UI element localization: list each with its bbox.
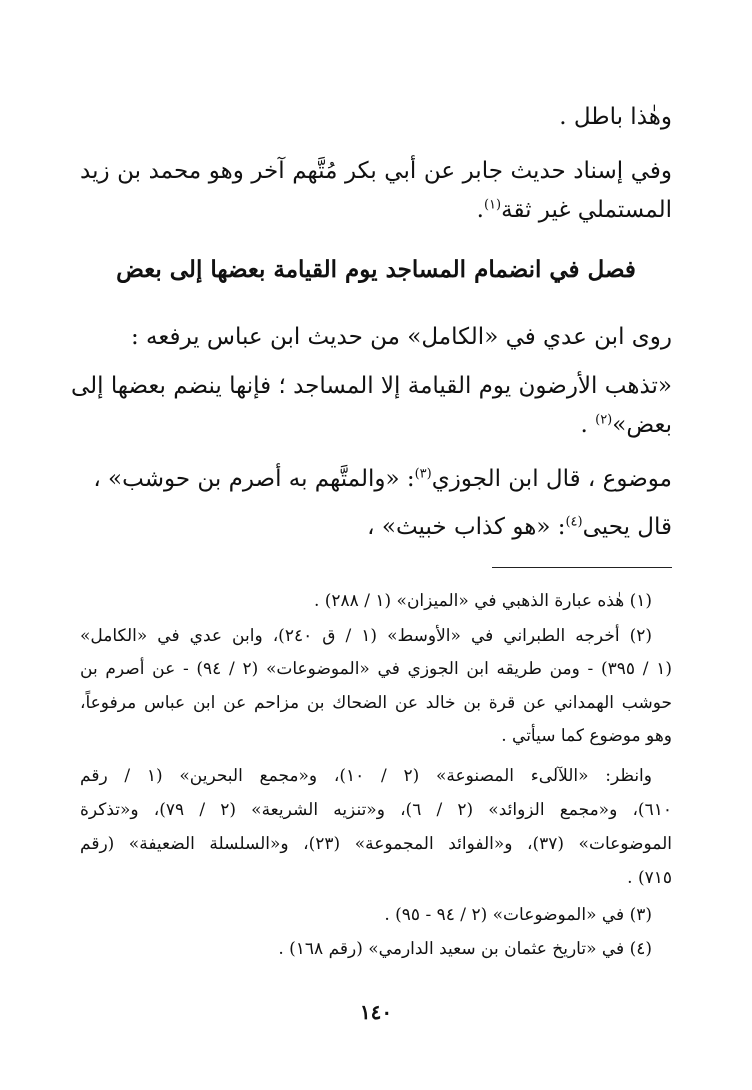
text-line-5-content: «تذهب الأرضون يوم القيامة إلا المساجد ؛ فإنها ينضم بعضها إلى [71,373,672,399]
page-number: ١٤٠ [359,1000,393,1024]
footnote-line: ٦١٠)، و«مجمع الزوائد» (٢ / ٦)، و«تنزيه الشريعة» (٢ / ٧٩)، و«تذكرة [80,800,672,820]
text-line-8-part-b: : «هو كذاب خبيث» ، [367,514,566,540]
text-line-3-end: . [476,197,484,223]
footnote-separator [492,567,672,568]
text-line-8 [80,510,672,544]
text-line-3-content: المستملي غير ثقة [501,197,672,223]
text-line-7 [80,462,672,496]
text-line-7-part-b: : «والمتَّهم به أصرم بن حوشب» ، [93,466,415,492]
footnote-line: وانظر: «اللآلىء المصنوعة» (٢ / ١٠)، و«مجمع البحرين» (١ / رقم [80,766,652,786]
text-line-2-content: وفي إسناد حديث جابر عن أبي بكر مُتَّهم آخر وهو محمد بن زيد [80,158,672,184]
footnote-ref-4: (٤) [565,514,583,530]
text-line-1-content: وهٰذا باطل . [559,104,672,130]
text-line-4-content: روى ابن عدي في «الكامل» من حديث ابن عباس يرفعه : [131,324,672,350]
footnote-line: (٢) أخرجه الطبراني في «الأوسط» (١ / ق ٢٤٠)، وابن عدي في «الكامل» [80,626,653,646]
text-line-6 [80,408,672,442]
text-line-2 [80,154,672,188]
footnote-ref-2: (٢) [595,412,613,428]
footnote-line: (٣) في «الموضوعات» (٢ / ٩٤ - ٩٥) . [384,905,652,925]
text-line-7-part-a: موضوع ، قال ابن الجوزي [431,466,672,492]
text-line-6-content: بعض» [612,412,672,438]
section-heading-text: فصل في انضمام المساجد يوم القيامة بعضها إلى بعض [116,256,636,283]
text-line-1 [80,100,672,134]
footnote-ref-3: (٣) [414,466,432,482]
footnote-line: (١) هٰذه عبارة الذهبي في «الميزان» (١ / ٢٨٨) . [313,591,652,611]
text-line-6-end: . [580,412,596,438]
footnote-line: ٧١٥) . [627,868,672,888]
footnote-line: (١ / ٣٩٥) - ومن طريقه ابن الجوزي في «الموضوعات» (٢ / ٩٤) - عن أصرم بن [80,659,672,679]
text-line-8-part-a: قال يحيى [582,514,672,540]
text-line-3 [80,193,672,227]
footnote-line: الموضوعات» (٣٧)، و«الفوائد المجموعة» (٢٣)، و«السلسلة الضعيفة» (رقم [80,834,673,854]
text-line-4 [80,320,672,354]
text-line-5 [71,369,672,403]
footnote-line: (٤) في «تاريخ عثمان بن سعيد الدارمي» (رقم ١٦٨) . [278,939,652,959]
footnote-line: حوشب الهمداني عن قرة بن خالد عن الضحاك بن مزاحم عن ابن عباس مرفوعاً، [80,693,672,713]
footnote-ref-1: (١) [483,197,502,213]
section-heading [80,253,672,287]
footnote-line: وهو موضوع كما سيأتي . [501,726,672,746]
